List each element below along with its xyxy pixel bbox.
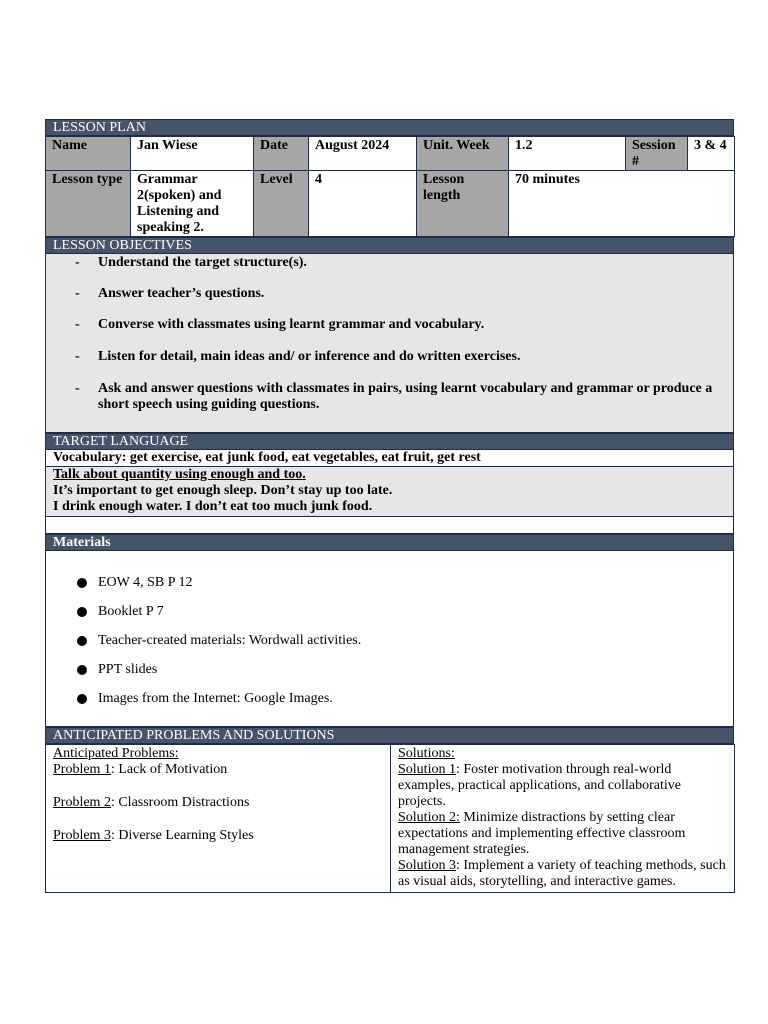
lesson-length-label: Lesson length [417, 171, 509, 237]
solutions-subheading: Solutions: [398, 746, 455, 761]
material-text: Booklet P 7 [98, 604, 164, 619]
problem-text: : Diverse Learning Styles [110, 828, 254, 843]
material-text: Teacher-created materials: Wordwall activities. [98, 633, 362, 648]
level-value: 4 [309, 171, 417, 237]
lesson-plan-title: LESSON PLAN [45, 119, 734, 136]
date-value: August 2024 [309, 137, 417, 171]
solution-item [398, 810, 727, 858]
problems-heading: ANTICIPATED PROBLEMS AND SOLUTIONS [45, 727, 734, 744]
solution-text: Minimize distractions by setting clear expectations and implementing effective classroom management strategies. [398, 810, 686, 857]
dash-bullet: - [75, 286, 80, 301]
problem-item [53, 828, 383, 844]
solutions-column [391, 745, 735, 893]
problem-label: Problem 3 [53, 828, 111, 843]
blank-row [45, 517, 734, 534]
name-label: Name [46, 137, 131, 171]
solution-item [398, 858, 727, 890]
session-label: Session # [626, 137, 688, 171]
lesson-length-value: 70 minutes [509, 171, 735, 237]
solution-label: Solution 1 [398, 762, 456, 777]
vocabulary-line: Vocabulary: get exercise, eat junk food, eat vegetables, eat fruit, get rest [45, 450, 734, 467]
lesson-plan-document [45, 119, 734, 893]
problems-subheading: Anticipated Problems: [53, 746, 179, 761]
problems-column [46, 745, 391, 893]
problem-label: Problem 2 [53, 795, 111, 810]
solution-text: : Implement a variety of teaching methods, such as visual aids, storytelling, and interactive games. [398, 858, 726, 889]
lesson-type-label: Lesson type [46, 171, 131, 237]
objective-text: Listen for detail, main ideas and/ or inference and do written exercises. [98, 349, 521, 364]
problem-text: : Classroom Distractions [110, 795, 250, 810]
name-value: Jan Wiese [131, 137, 254, 171]
problem-text: : Lack of Motivation [110, 762, 228, 777]
date-label: Date [254, 137, 309, 171]
session-value: 3 & 4 [688, 137, 735, 171]
solution-label: Solution 2: [398, 810, 460, 825]
problem-item [53, 795, 383, 811]
lesson-type-value: Grammar 2(spoken) and Listening and speaking 2. [131, 171, 254, 237]
material-text: EOW 4, SB P 12 [98, 575, 193, 590]
solution-item [398, 762, 727, 810]
materials-list [45, 551, 734, 727]
objective-text: Understand the target structure(s). [98, 255, 307, 270]
unit-week-label: Unit. Week [417, 137, 509, 171]
problems-solutions-table [45, 744, 735, 893]
example-sentence: It’s important to get enough sleep. Don’t stay up too late. [53, 483, 393, 498]
bullet-icon [77, 694, 87, 704]
dash-bullet: - [75, 317, 80, 332]
level-label: Level [254, 171, 309, 237]
dash-bullet: - [75, 255, 80, 270]
material-text: PPT slides [98, 662, 158, 677]
materials-heading: Materials [45, 534, 734, 551]
objective-text: Ask and answer questions with classmates in pairs, using learnt vocabulary and grammar or produce a short speech using guiding questions. [98, 381, 713, 412]
bullet-icon [77, 578, 87, 588]
bullet-icon [77, 607, 87, 617]
problem-label: Problem 1 [53, 762, 111, 777]
example-sentence: I drink enough water. I don’t eat too much junk food. [53, 499, 373, 514]
problem-item [53, 762, 383, 778]
lesson-info-table [45, 136, 735, 237]
solution-label: Solution 3 [398, 858, 456, 873]
target-language-examples [45, 467, 734, 517]
objectives-heading: LESSON OBJECTIVES [45, 237, 734, 254]
bullet-icon [77, 665, 87, 675]
quantity-topic: Talk about quantity using enough and too. [53, 467, 306, 482]
solution-text: : Foster motivation through real-world examples, practical applications, and collaborative projects. [398, 762, 681, 809]
dash-bullet: - [75, 381, 80, 396]
bullet-icon [77, 636, 87, 646]
objective-text: Converse with classmates using learnt grammar and vocabulary. [98, 317, 485, 332]
objective-text: Answer teacher’s questions. [98, 286, 265, 301]
material-text: Images from the Internet: Google Images. [98, 691, 333, 706]
dash-bullet: - [75, 349, 80, 364]
unit-week-value: 1.2 [509, 137, 626, 171]
objectives-list [45, 254, 734, 433]
target-language-heading: TARGET LANGUAGE [45, 433, 734, 450]
